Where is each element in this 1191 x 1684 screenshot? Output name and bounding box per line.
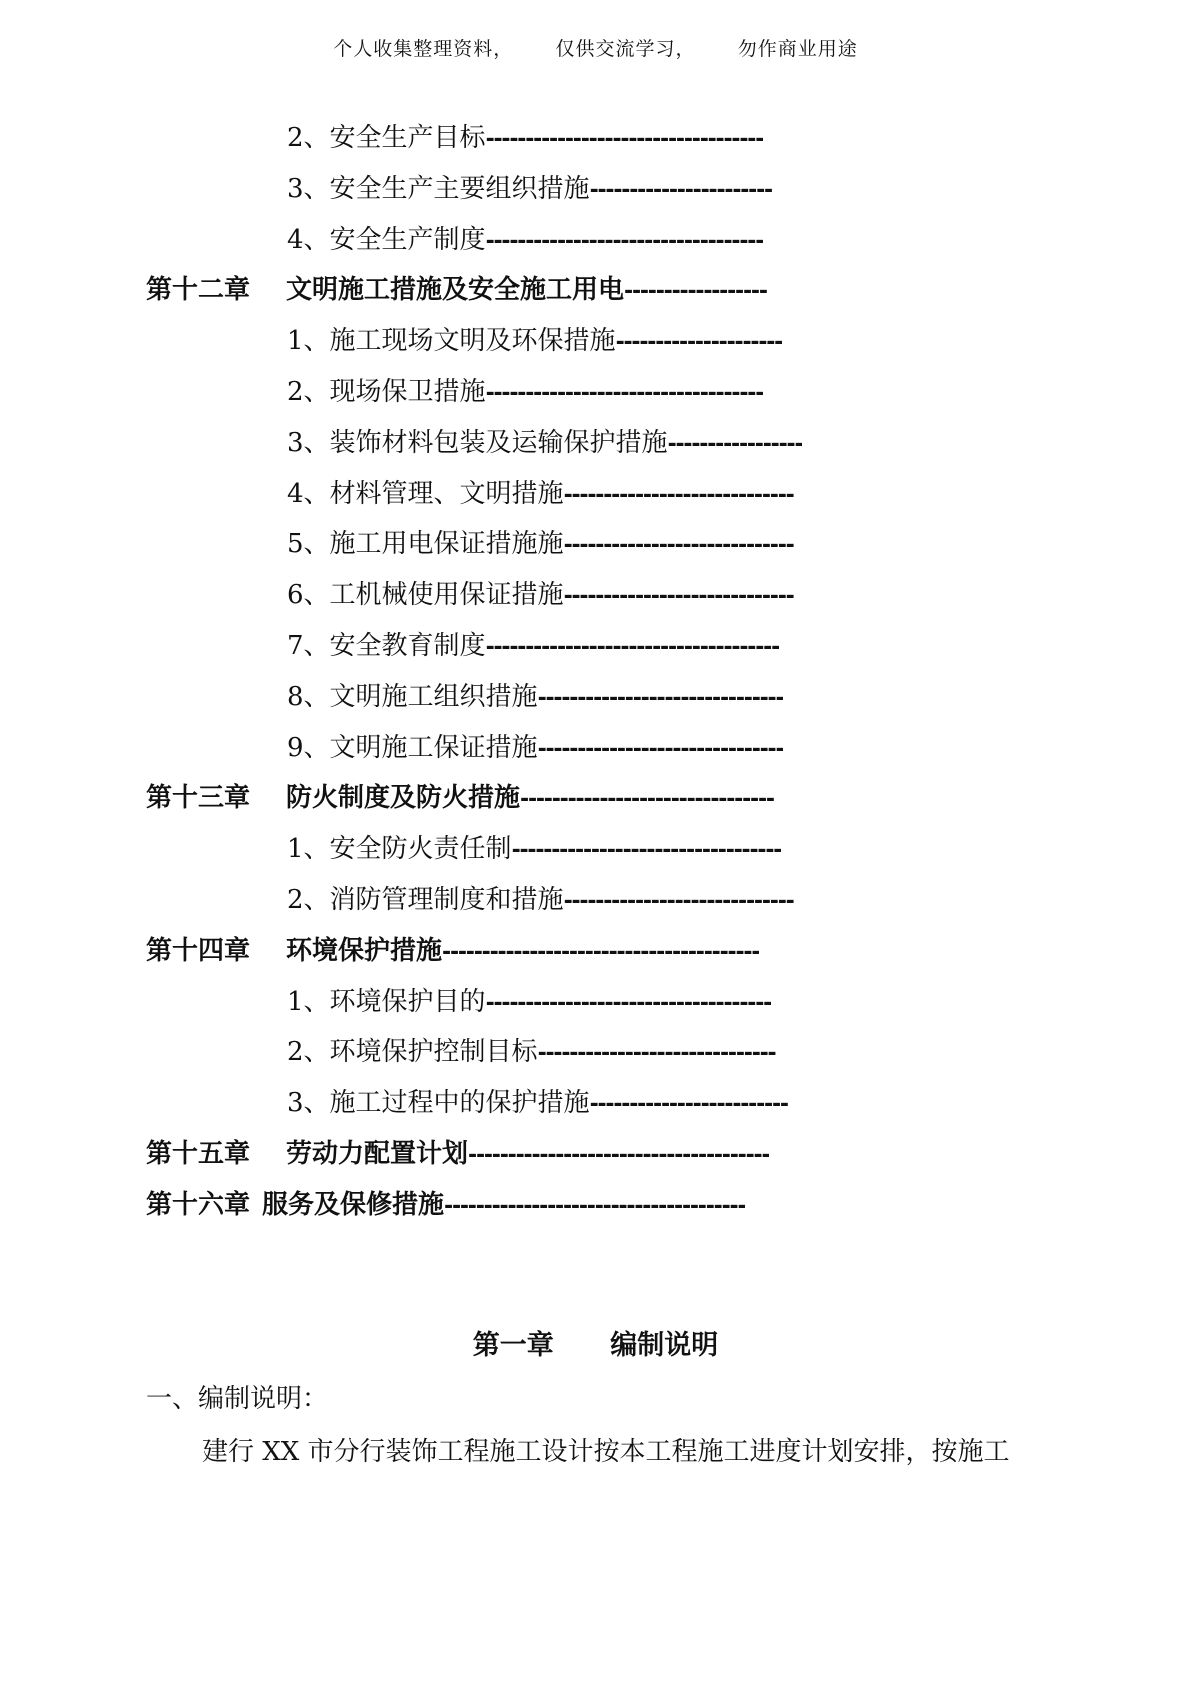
chapter-number: 第十三章	[146, 783, 251, 813]
toc-section-entry	[287, 118, 763, 158]
toc-chapter-entry	[146, 1185, 745, 1225]
section-number: 3、	[287, 174, 330, 204]
dash-leader: -----------------------	[589, 178, 772, 203]
section-number: 4、	[287, 479, 330, 509]
toc-entry-title: 工机械使用保证措施	[329, 580, 564, 610]
dash-leader: -------------------------------	[537, 737, 784, 762]
toc-chapter-entry	[146, 1134, 769, 1174]
toc-chapter-entry	[146, 778, 774, 818]
dash-leader: -----------------------------------	[485, 229, 764, 254]
section-number: 2、	[287, 377, 330, 407]
section-number: 9、	[287, 733, 330, 763]
section-number: 3、	[287, 1088, 330, 1118]
toc-section-entry	[287, 1032, 776, 1072]
toc-section-entry	[287, 1083, 788, 1123]
dash-leader: ------------------------------------	[485, 991, 772, 1016]
chapter-number: 第十二章	[146, 275, 251, 305]
toc-section-entry	[287, 829, 781, 869]
section-number: 5、	[287, 529, 330, 559]
dash-leader: -----------------------------	[563, 533, 794, 558]
section-number: 7、	[287, 631, 330, 661]
body-paragraph: 建行 XX 市分行装饰工程施工设计按本工程施工进度计划安排，按施工	[202, 1437, 1010, 1467]
dash-leader: -----------------------------------	[485, 127, 764, 152]
toc-entry-title: 施工过程中的保护措施	[329, 1088, 590, 1118]
toc-entry-title: 材料管理、文明措施	[329, 479, 564, 509]
toc-section-entry	[287, 474, 794, 514]
section-number: 8、	[287, 682, 330, 712]
toc-entry-title: 安全防火责任制	[329, 834, 512, 864]
dash-leader: ------------------------------	[537, 1041, 776, 1066]
toc-section-entry	[287, 626, 779, 666]
toc-section-entry	[287, 321, 782, 361]
toc-section-entry	[287, 677, 783, 717]
dash-leader: -----------------------------	[563, 584, 794, 609]
chapter-heading: 第一章 编制说明	[472, 1330, 719, 1361]
toc-section-entry	[287, 220, 763, 260]
toc-section-entry	[287, 372, 763, 412]
dash-leader: --------------------------------------	[468, 1143, 770, 1168]
toc-entry-title: 劳动力配置计划	[286, 1139, 469, 1169]
toc-chapter-entry	[146, 270, 767, 310]
toc-section-entry	[287, 524, 794, 564]
dash-leader: ----------------------------------	[511, 838, 782, 863]
chapter-number: 第十四章	[146, 936, 251, 966]
toc-entry-title: 安全生产制度	[329, 225, 486, 255]
toc-entry-title: 装饰材料包装及运输保护措施	[329, 428, 668, 458]
toc-entry-title: 服务及保修措施	[262, 1190, 445, 1220]
dash-leader: -----------------------------	[563, 483, 794, 508]
toc-entry-title: 施工用电保证措施施	[329, 529, 564, 559]
toc-section-entry	[287, 728, 783, 768]
dash-leader: -------------------------------	[537, 686, 784, 711]
toc-entry-title: 文明施工组织措施	[329, 682, 538, 712]
toc-entry-title: 文明施工保证措施	[329, 733, 538, 763]
toc-entry-title: 环境保护措施	[286, 936, 443, 966]
section-number: 1、	[287, 326, 330, 356]
dash-leader: -------------------------------------	[485, 635, 780, 660]
dash-leader: --------------------------------	[520, 787, 774, 812]
section-number: 3、	[287, 428, 330, 458]
chapter-number: 第十六章	[146, 1190, 251, 1220]
toc-section-entry	[287, 169, 772, 209]
toc-chapter-entry	[146, 931, 759, 971]
section-number: 4、	[287, 225, 330, 255]
dash-leader: --------------------------------------	[444, 1194, 746, 1219]
dash-leader: -----------------------------------	[485, 381, 764, 406]
chapter-number: 第十五章	[146, 1139, 251, 1169]
dash-leader: ----------------------------------------	[442, 940, 760, 965]
toc-entry-title: 环境保护目的	[329, 987, 486, 1017]
toc-entry-title: 环境保护控制目标	[329, 1037, 538, 1067]
toc-entry-title: 安全生产主要组织措施	[329, 174, 590, 204]
toc-section-entry	[287, 880, 794, 920]
toc-section-entry	[287, 423, 802, 463]
toc-entry-title: 安全生产目标	[329, 123, 486, 153]
toc-section-entry	[287, 575, 794, 615]
section-number: 1、	[287, 987, 330, 1017]
toc-entry-title: 文明施工措施及安全施工用电	[286, 275, 625, 305]
section-number: 1、	[287, 834, 330, 864]
dash-leader: ------------------	[624, 279, 767, 304]
section-number: 2、	[287, 123, 330, 153]
page-header: 个人收集整理资料， 仅供交流学习， 勿作商业用途	[333, 38, 858, 60]
section-subheading: 一、编制说明：	[146, 1384, 329, 1414]
toc-entry-title: 防火制度及防火措施	[286, 783, 521, 813]
dash-leader: -----------------	[667, 432, 803, 457]
toc-entry-title: 消防管理制度和措施	[329, 885, 564, 915]
toc-entry-title: 施工现场文明及环保措施	[329, 326, 616, 356]
toc-entry-title: 安全教育制度	[329, 631, 486, 661]
section-number: 2、	[287, 885, 330, 915]
dash-leader: ---------------------	[615, 330, 783, 355]
section-number: 2、	[287, 1037, 330, 1067]
toc-entry-title: 现场保卫措施	[329, 377, 486, 407]
dash-leader: -----------------------------	[563, 889, 794, 914]
dash-leader: -------------------------	[589, 1092, 788, 1117]
section-number: 6、	[287, 580, 330, 610]
toc-section-entry	[287, 982, 771, 1022]
